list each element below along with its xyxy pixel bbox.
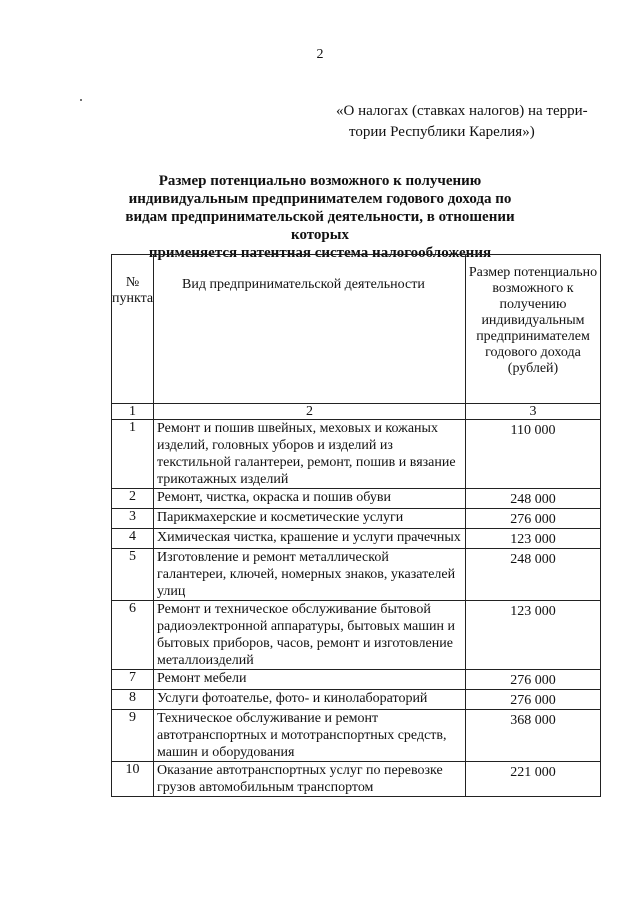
column-number: 2 <box>154 404 466 420</box>
scan-speck <box>80 99 82 101</box>
title-line-1: Размер потенциально возможного к получению <box>158 173 482 189</box>
document-title <box>100 172 540 262</box>
row-number: 6 <box>112 601 154 670</box>
row-activity: Оказание автотранспортных услуг по перевозке грузов автомобильным транспортом <box>154 762 466 797</box>
row-income: 123 000 <box>466 529 601 549</box>
row-activity: Ремонт и пошив швейных, меховых и кожаных изделий, головных уборов и изделий из текстильной галантереи, ремонт, пошив и вязание трикотажных изделий <box>154 420 466 489</box>
row-activity: Техническое обслуживание и ремонт автотранспортных и мототранспортных средств, машин и оборудования <box>154 710 466 762</box>
row-income: 368 000 <box>466 710 601 762</box>
table-row <box>112 762 601 797</box>
row-activity: Ремонт мебели <box>154 670 466 690</box>
row-number: 2 <box>112 489 154 509</box>
row-activity: Изготовление и ремонт металлической галантереи, ключей, номерных знаков, указателей улиц <box>154 549 466 601</box>
reference-line-1: «О налогах (ставках налогов) на терри- <box>336 103 588 119</box>
row-activity: Ремонт, чистка, окраска и пошив обуви <box>154 489 466 509</box>
row-income: 123 000 <box>466 601 601 670</box>
row-activity: Химическая чистка, крашение и услуги прачечных <box>154 529 466 549</box>
table-row <box>112 529 601 549</box>
document-reference <box>336 101 588 143</box>
row-number: 5 <box>112 549 154 601</box>
table-header-row <box>112 255 601 404</box>
title-line-4: применяется патентная система налогообложения <box>148 245 492 261</box>
table-row <box>112 670 601 690</box>
column-number: 1 <box>112 404 154 420</box>
reference-line-2: тории Республики Карелия») <box>349 124 535 140</box>
header-number: № пункта <box>112 255 154 404</box>
table-row <box>112 710 601 762</box>
column-number: 3 <box>466 404 601 420</box>
income-table <box>111 254 601 797</box>
table-row <box>112 420 601 489</box>
column-number-row <box>112 404 601 420</box>
row-income: 276 000 <box>466 690 601 710</box>
row-income: 276 000 <box>466 670 601 690</box>
row-income: 248 000 <box>466 489 601 509</box>
title-line-3: видам предпринимательской деятельности, в отношении которых <box>125 209 515 243</box>
row-income: 221 000 <box>466 762 601 797</box>
row-number: 8 <box>112 690 154 710</box>
row-number: 10 <box>112 762 154 797</box>
row-number: 1 <box>112 420 154 489</box>
row-number: 3 <box>112 509 154 529</box>
table-row <box>112 690 601 710</box>
table-row <box>112 601 601 670</box>
table-row <box>112 549 601 601</box>
table-row <box>112 489 601 509</box>
row-income: 276 000 <box>466 509 601 529</box>
row-number: 7 <box>112 670 154 690</box>
row-number: 9 <box>112 710 154 762</box>
row-income: 110 000 <box>466 420 601 489</box>
header-activity: Вид предпринимательской деятельности <box>154 255 466 404</box>
row-activity: Парикмахерские и косметические услуги <box>154 509 466 529</box>
table-row <box>112 509 601 529</box>
page-number: 2 <box>316 47 324 62</box>
row-number: 4 <box>112 529 154 549</box>
header-income: Размер потенциально возможного к получению индивидуальным предпринимателем годового дохода (рублей) <box>466 255 601 404</box>
row-income: 248 000 <box>466 549 601 601</box>
row-activity: Услуги фотоателье, фото- и кинолабораторий <box>154 690 466 710</box>
title-line-2: индивидуальным предпринимателем годового дохода по <box>128 191 512 207</box>
row-activity: Ремонт и техническое обслуживание бытовой радиоэлектронной аппаратуры, бытовых машин и бытовых приборов, часов, ремонт и изготовление металлоизделий <box>154 601 466 670</box>
